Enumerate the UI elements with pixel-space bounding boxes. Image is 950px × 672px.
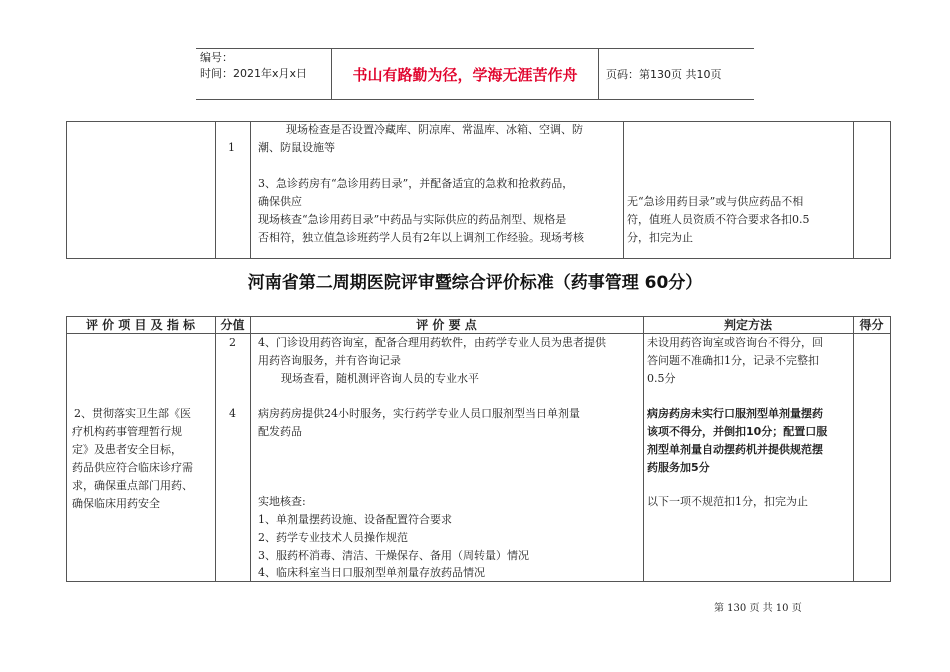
document-number-label: 编号： [200,51,233,64]
continuation-line: 现场检查是否设置冷藏库、阴凉库、常温库、冰箱、空调、防 [286,123,583,136]
row2-method-bold-line: 剂型单剂量自动摆药机并提供规范摆 [647,443,823,456]
item-line: 确保临床用药安全 [72,497,160,510]
row1-point-line: 现场查看，随机测评咨询人员的专业水平 [281,372,479,385]
header-meta [196,49,332,99]
header-motto: 书山有路勤为径，学海无涯苦作舟 [332,49,599,99]
row2-method-bold-line: 病房药房未实行口服剂型单剂量摆药 [647,407,823,420]
item-line: 疗机构药事管理暂行规 [72,425,182,438]
continuation-line: 潮、防鼠设施等 [258,141,335,154]
row1-point-line: 4、门诊设用药咨询室，配备合理用药软件，由药学专业人员为患者提供 [258,336,606,349]
page-title: 河南省第二周期医院评审暨综合评价标准（药事管理 60分） [247,273,703,293]
continuation-line: 现场核查“急诊用药目录”中药品与实际供应的药品剂型、规格是 [258,213,567,226]
header-page-number: 页码：第130页 共10页 [606,68,722,81]
row1-score: 2 [229,336,236,349]
row2-point-line: 病房药房提供24小时服务，实行药学专业人员口服剂型当日单剂量 [258,407,580,420]
row2-check-line: 3、服药杯消毒、清洁、干燥保存、备用（周转量）情况 [258,549,529,562]
row1-point-line: 用药咨询服务，并有咨询记录 [258,354,401,367]
column-header-points: 评 价 要 点 [416,318,477,332]
item-line: 定》及患者安全目标， [72,443,182,456]
column-header-item: 评 价 项 目 及 指 标 [85,318,196,332]
row2-score: 4 [229,407,236,420]
continuation-judge-line: 无“急诊用药目录”或与供应药品不相 [627,195,804,208]
row2-check-line: 实地核查: [258,495,306,508]
row1-method-line: 0.5分 [647,372,676,385]
continuation-judge-line: 符，值班人员资质不符合要求各扣0.5 [627,213,810,226]
continuation-score: 1 [228,141,235,154]
row2-check-line: 1、单剂量摆药设施、设备配置符合要求 [258,513,452,526]
continuation-judge-line: 分，扣完为止 [627,231,693,244]
row2-method-bold-line: 药服务加5分 [647,461,710,474]
row2-method-bold-line: 该项不得分，并倒扣10分；配置口服 [647,425,828,438]
row2-point-line: 配发药品 [258,425,302,438]
row1-method-line: 未设用药咨询室或咨询台不得分，回 [647,336,823,349]
row2-check-line: 2、药学专业技术人员操作规范 [258,531,408,544]
item-line: 2、贯彻落实卫生部《医 [74,407,191,420]
item-line: 求，确保重点部门用药、 [72,479,193,492]
continuation-line: 确保供应 [258,195,302,208]
page-footer: 第 130 页 共 10 页 [714,603,802,614]
row2-method-line: 以下一项不规范扣1分，扣完为止 [647,495,808,508]
page-header [196,48,754,100]
continuation-line: 否相符，独立值急诊班药学人员有2年以上调剂工作经验。现场考核 [258,231,584,244]
continuation-line: 3、急诊药房有“急诊用药目录”，并配备适宜的急救和抢救药品， [258,177,574,190]
row1-method-line: 答问题不准确扣1分，记录不完整扣 [647,354,819,367]
item-line: 药品供应符合临床诊疗需 [72,461,193,474]
row2-check-line: 4、临床科室当日口服剂型单剂量存放药品情况 [258,566,485,579]
column-header-method: 判定方法 [723,318,772,332]
column-header-result: 得分 [859,318,884,332]
column-header-score: 分值 [220,318,245,332]
document-date: 时间：2021年x月x日 [200,67,308,80]
